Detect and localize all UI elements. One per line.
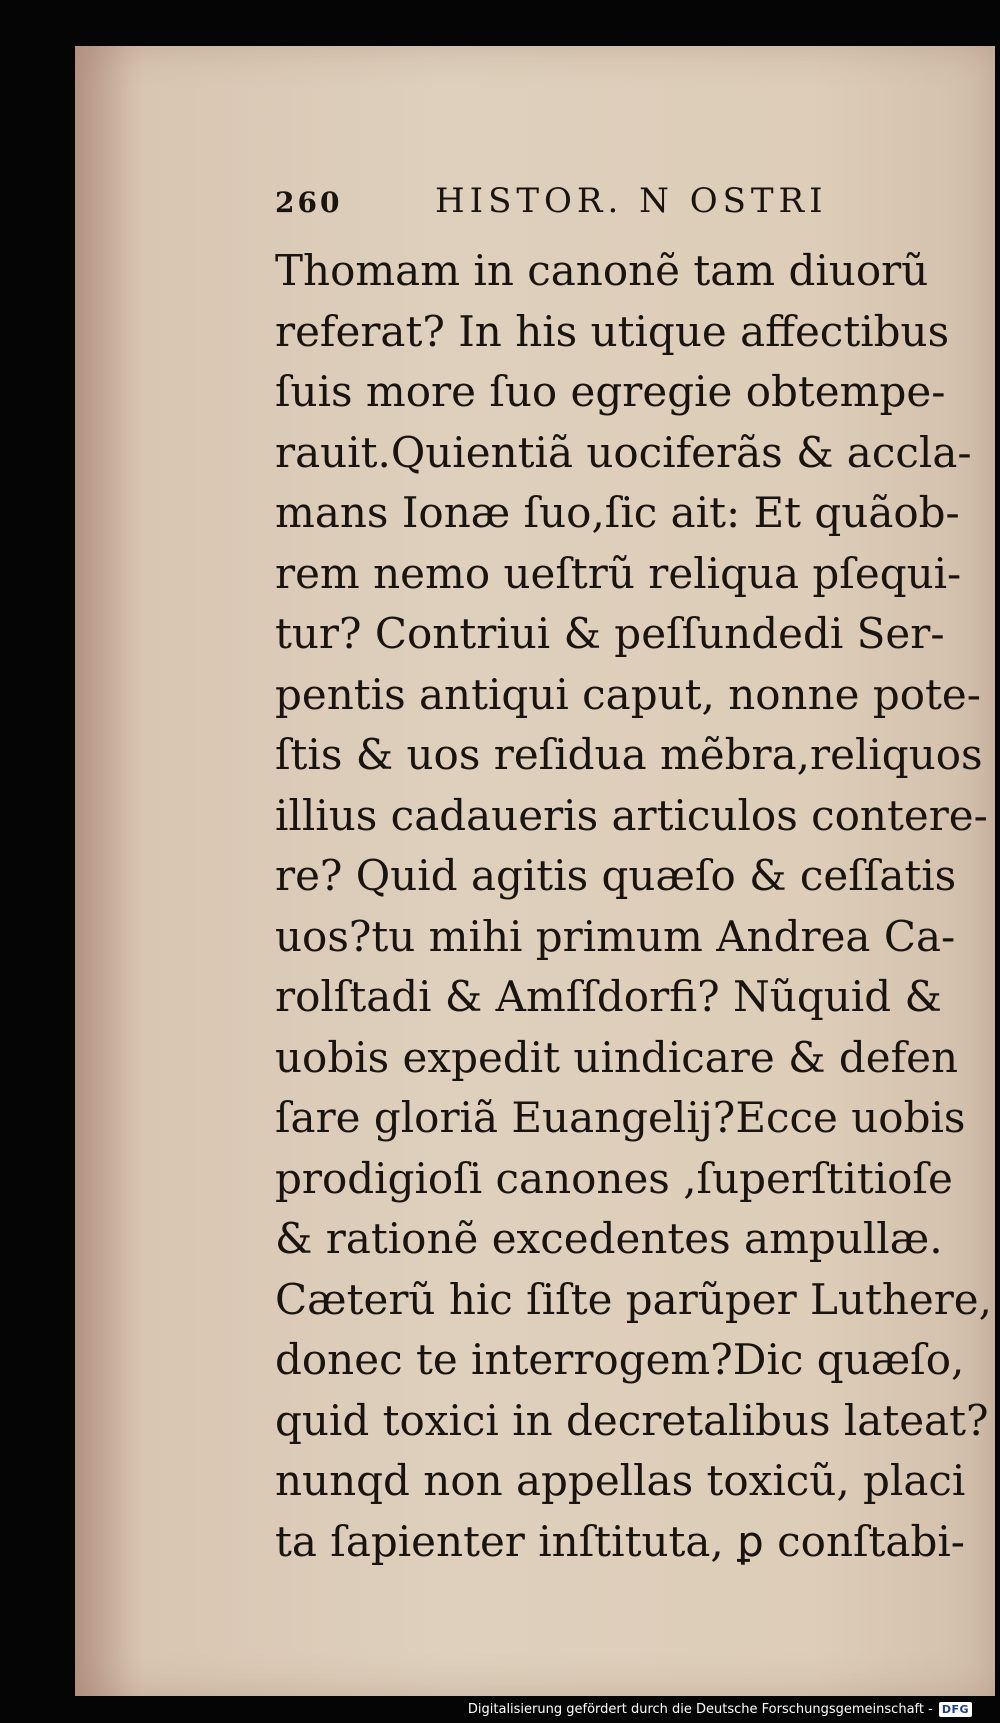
running-head <box>275 181 1000 241</box>
text-line: ſare gloriã Euangelij?Ecce uobis <box>275 1093 966 1142</box>
text-line: mans Ionæ ſuo,ſic ait: Et quãob- <box>275 488 960 537</box>
text-line: Thomam in canonẽ tam diuorũ <box>275 246 929 295</box>
text-line: tur? Contriui & peſſundedi Ser- <box>275 609 945 658</box>
text-line: rem nemo ueſtrũ reliqua pſequi- <box>275 548 962 598</box>
text-line: Cæterũ hic ſiſte parũper Luthere, <box>275 1274 993 1324</box>
dfg-logo: DFG <box>939 1702 972 1717</box>
text-line: ſtis & uos reſidua mẽbra,reliquos <box>275 730 983 779</box>
text-block <box>275 181 1000 1572</box>
text-line: pentis antiqui caput, nonne pote- <box>275 669 981 719</box>
page-edge-shadow <box>75 46 145 1696</box>
text-line: nunqd non appellas toxicũ, placi <box>275 1456 966 1505</box>
page-number: 260 <box>275 186 343 219</box>
text-line: prodigioſi canones ,ſuperſtitioſe <box>275 1153 953 1203</box>
text-line: quid toxici in decretalibus lateat? <box>275 1395 989 1445</box>
text-line: illius cadaueris articulos contere- <box>275 790 988 840</box>
text-line: & rationẽ excedentes ampullæ. <box>275 1214 943 1263</box>
text-line: uobis expedit uindicare & defen <box>275 1032 959 1082</box>
text-line: rolſtadi & Amſſdorfi? Nũquid & <box>275 972 942 1021</box>
credit-text: Digitalisierung gefördert durch die Deutsche Forschungsgemeinschaft - <box>467 1702 933 1717</box>
text-line: referat? In his utique affectibus <box>275 306 950 356</box>
digitization-credit <box>468 1702 972 1717</box>
text-line: donec te interrogem?Dic quæſo, <box>275 1335 965 1384</box>
text-line: rauit.Quientiã uociferãs & accla- <box>275 427 972 477</box>
text-line: ſuis more ſuo egregie obtempe- <box>275 367 946 416</box>
text-line: re? Quid agitis quæſo & ceſſatis <box>275 851 957 900</box>
running-title: HISTOR. N OSTRI <box>435 181 828 221</box>
text-line: uos?tu mihi primum Andrea Ca- <box>275 911 956 961</box>
text-line: ta ſapienter inſtituta, ꝑ conſtabi- <box>275 1516 965 1566</box>
book-page <box>75 46 995 1696</box>
